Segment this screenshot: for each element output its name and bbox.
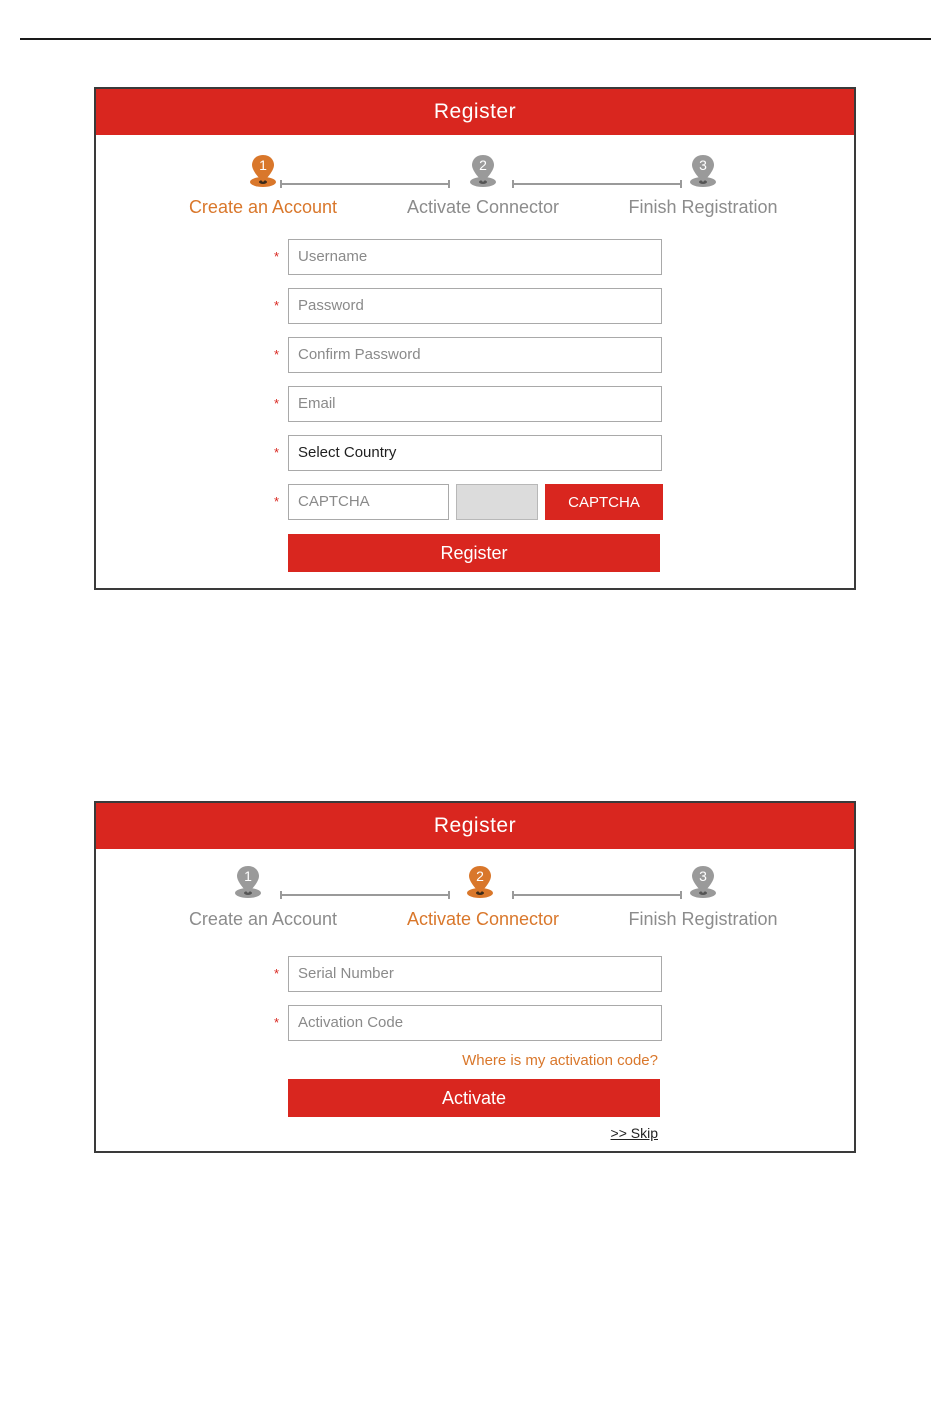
step-number: 1 [244, 868, 252, 884]
skip-link[interactable]: >> Skip [610, 1125, 658, 1141]
required-mark: * [274, 347, 280, 362]
step-label: Create an Account [188, 197, 338, 217]
step-number: 1 [259, 157, 267, 173]
email-row [96, 386, 854, 422]
captcha-input[interactable]: CAPTCHA [288, 484, 449, 520]
register-panel-activate-connector [94, 801, 856, 1153]
step-label: Create an Account [188, 909, 338, 929]
panel-header [96, 803, 854, 849]
step-connector [512, 183, 682, 185]
country-select[interactable]: Select Country [288, 435, 662, 471]
step-label: Finish Registration [628, 909, 778, 929]
step-number: 3 [699, 868, 707, 884]
password-input[interactable]: Password [288, 288, 662, 324]
location-pin-icon [683, 862, 723, 902]
required-mark: * [274, 494, 280, 509]
email-input[interactable]: Email [288, 386, 662, 422]
step-label: Activate Connector [406, 909, 560, 929]
stepper [96, 135, 854, 235]
header-title: Register [433, 100, 517, 123]
required-mark: * [274, 966, 280, 981]
step-number: 2 [479, 157, 487, 173]
password-row [96, 288, 854, 324]
step-label: Activate Connector [406, 197, 560, 217]
confirm-password-row [96, 337, 854, 373]
username-row [96, 239, 854, 275]
serial-number-row [96, 956, 854, 992]
step-connector [280, 894, 450, 896]
step-number: 2 [476, 868, 484, 884]
required-mark: * [274, 298, 280, 313]
location-pin-icon [463, 151, 503, 191]
location-pin-icon [460, 862, 500, 902]
step-connector [512, 894, 682, 896]
location-pin-icon [243, 151, 283, 191]
stepper [96, 849, 854, 949]
step-number: 3 [699, 157, 707, 173]
location-pin-icon [228, 862, 268, 902]
panel-header [96, 89, 854, 135]
header-title: Register [433, 814, 517, 837]
username-input[interactable]: Username [288, 239, 662, 275]
country-row [96, 435, 854, 471]
required-mark: * [274, 396, 280, 411]
register-panel-create-account [94, 87, 856, 590]
serial-number-input[interactable]: Serial Number [288, 956, 662, 992]
location-pin-icon [683, 151, 723, 191]
confirm-password-input[interactable]: Confirm Password [288, 337, 662, 373]
page-top-rule [20, 38, 931, 40]
captcha-button[interactable]: CAPTCHA [545, 484, 663, 520]
required-mark: * [274, 445, 280, 460]
step-label: Finish Registration [628, 197, 778, 217]
activation-code-help-link[interactable]: Where is my activation code? [462, 1052, 658, 1069]
activation-code-input[interactable]: Activation Code [288, 1005, 662, 1041]
activate-button[interactable]: Activate [288, 1079, 660, 1117]
step-connector [280, 183, 450, 185]
captcha-image[interactable] [456, 484, 538, 520]
register-button[interactable]: Register [288, 534, 660, 572]
captcha-row [96, 484, 854, 520]
required-mark: * [274, 249, 280, 264]
required-mark: * [274, 1015, 280, 1030]
activation-code-row [96, 1005, 854, 1041]
